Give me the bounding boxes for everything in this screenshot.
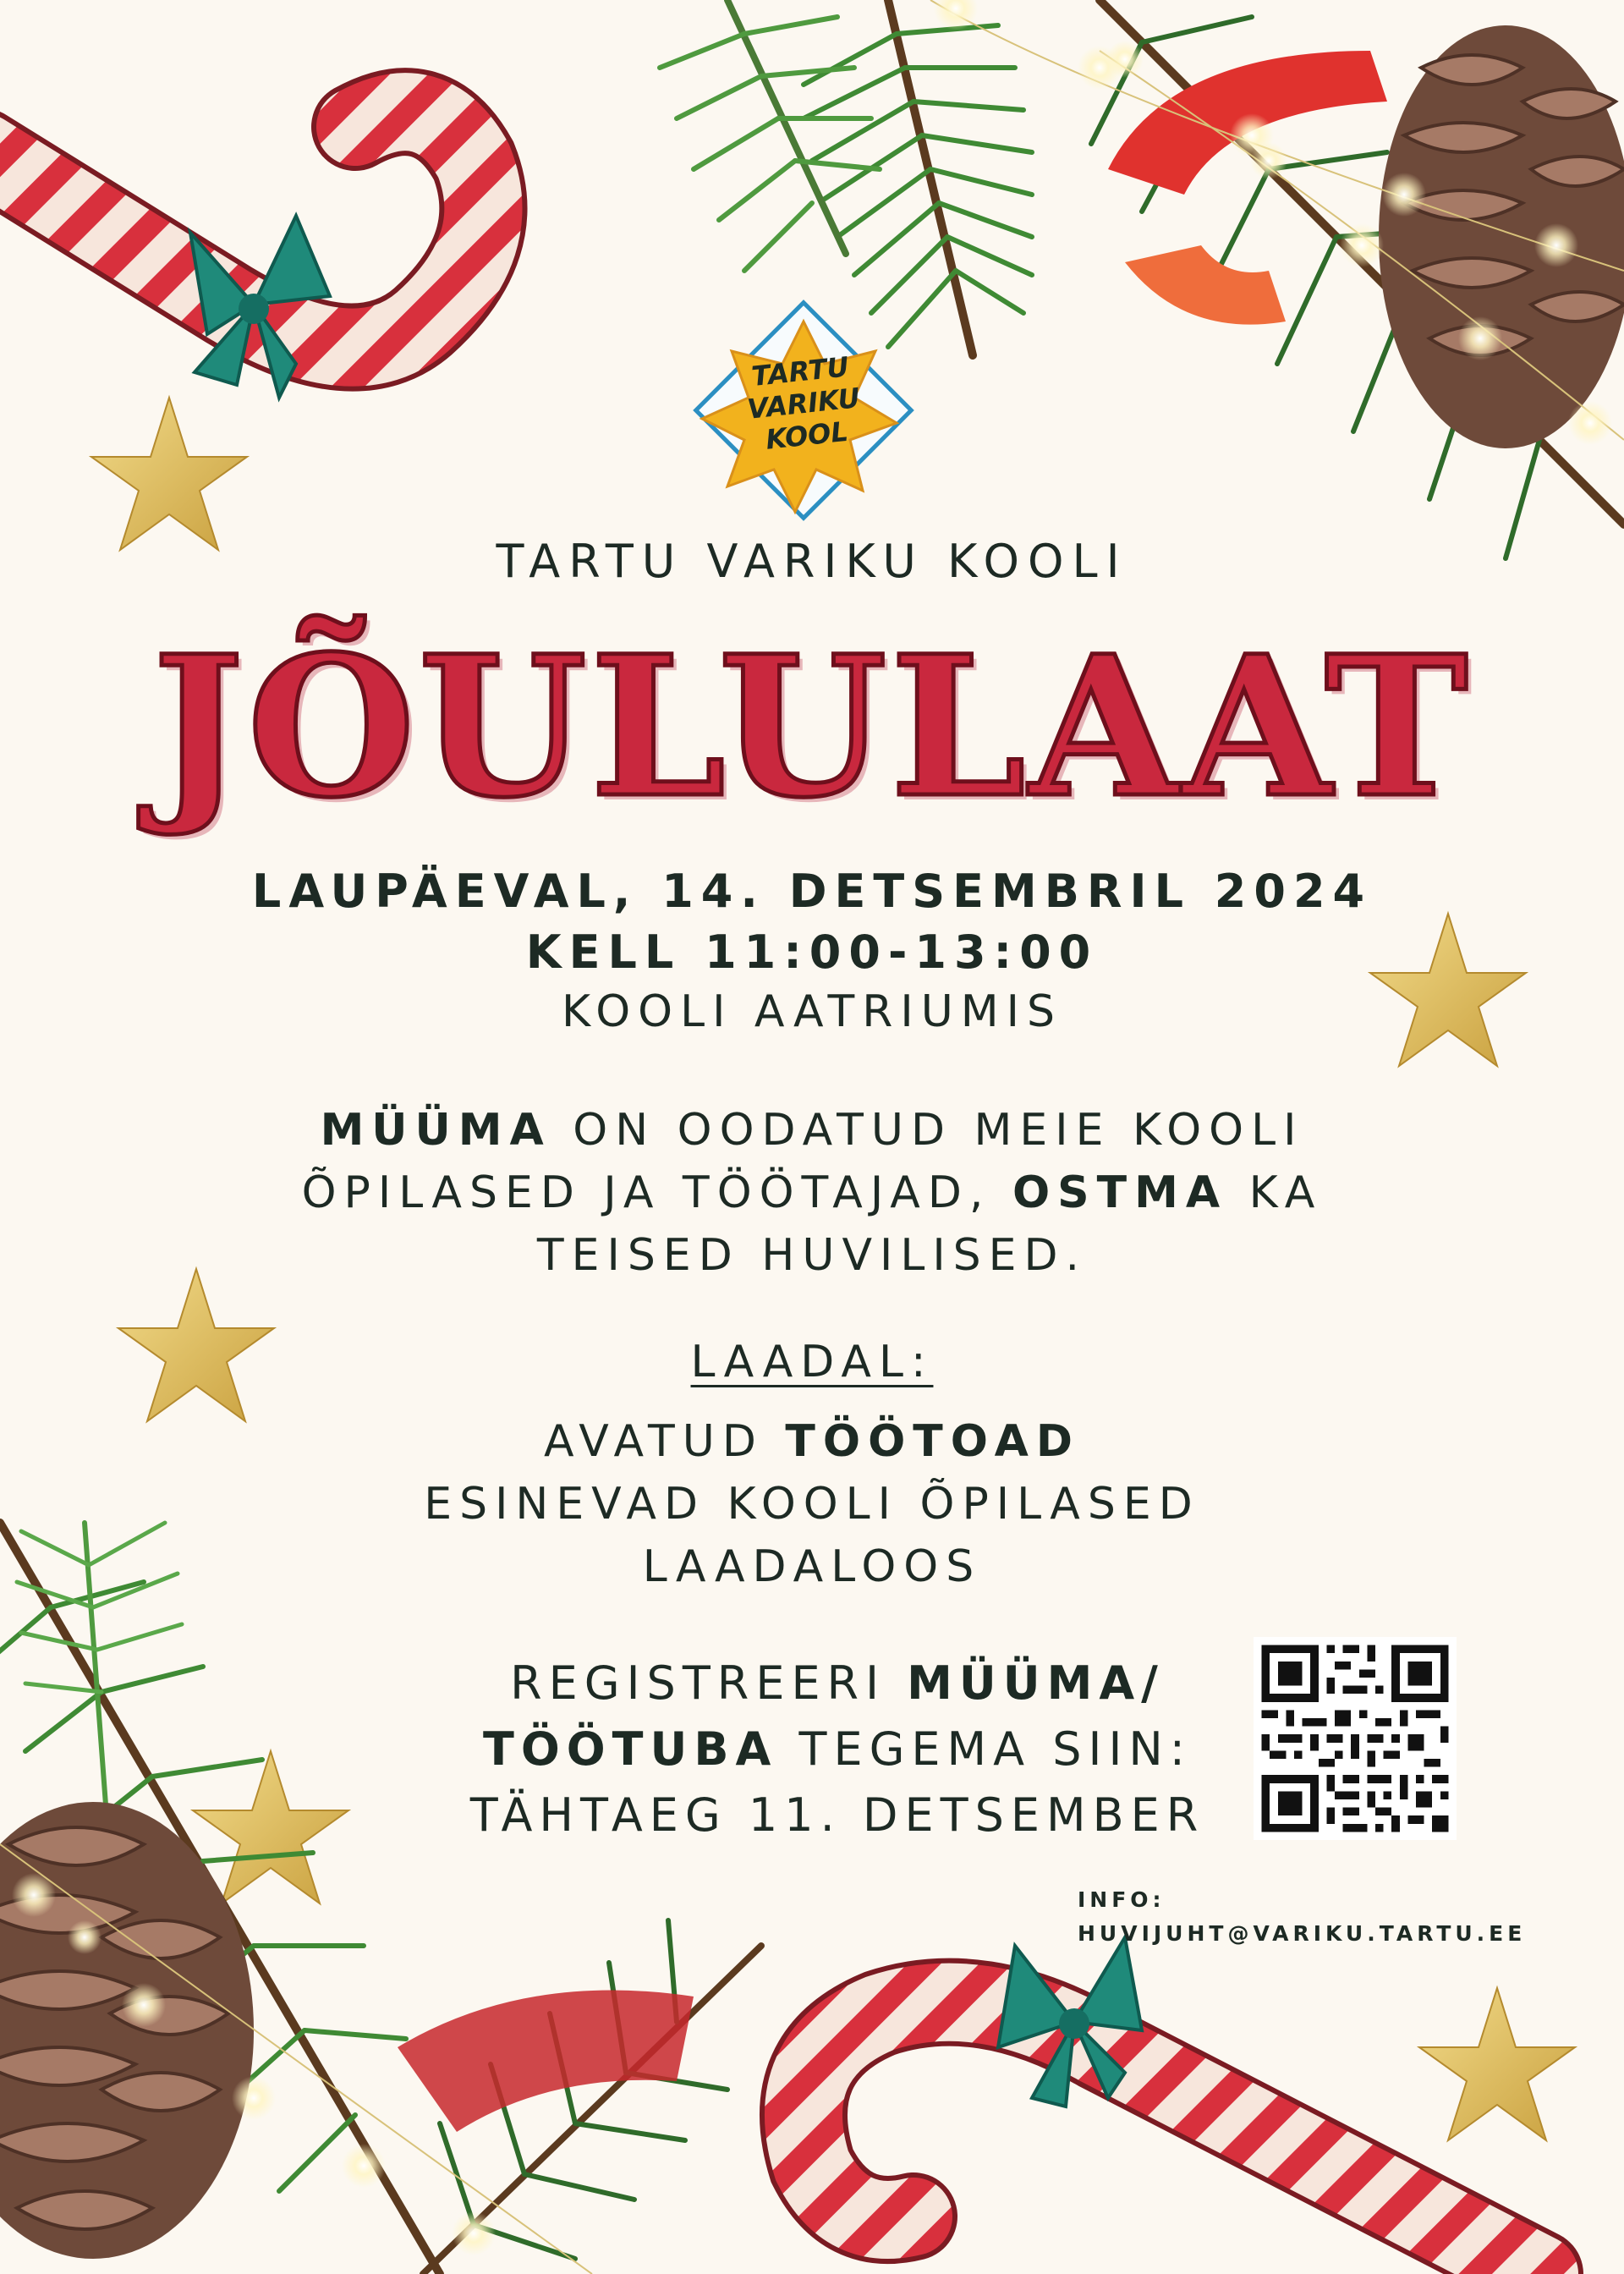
invitation-line-2 (0, 1167, 1624, 1218)
invitation-text: KA (1227, 1167, 1323, 1218)
registration-bold: MÜÜMA/ (907, 1656, 1165, 1710)
logo-text (739, 349, 867, 458)
registration-line-2 (457, 1722, 1218, 1776)
invitation-text: ON OODATUD MEIE KOOLI (551, 1105, 1304, 1156)
star-icon (91, 398, 247, 550)
program-item-2: ESINEVAD KOOLI ÕPILASED (424, 1479, 1200, 1530)
logo-line: VARIKU (745, 382, 862, 426)
program-item-3: LAADALOOS (642, 1541, 982, 1592)
contact-label: INFO: (1078, 1887, 1166, 1912)
subtitle: TARTU VARIKU KOOLI (496, 535, 1128, 588)
registration-deadline: TÄHTAEG 11. DETSEMBER (469, 1788, 1205, 1842)
pine-cone-top-right-icon (1379, 25, 1624, 448)
star-icon (1419, 1988, 1575, 2140)
event-time: KELL 11:00-13:00 (525, 926, 1099, 979)
program-bold: TÖÖTOAD (785, 1416, 1080, 1467)
registration-bold: TÖÖTUBA (483, 1722, 778, 1776)
registration-text: REGISTREERI (510, 1656, 908, 1710)
qr-code-icon[interactable] (1254, 1637, 1457, 1840)
program-text: AVATUD (544, 1416, 786, 1467)
invitation-bold: OSTMA (1012, 1167, 1228, 1218)
invitation-bold: MÜÜMA (320, 1105, 551, 1156)
ribbon-top-right-icon (1108, 51, 1387, 325)
logo-line: KOOL (764, 415, 850, 456)
contact-email[interactable]: HUVIJUHT@VARIKU.TARTU.EE (1078, 1921, 1527, 1946)
invitation-text: ÕPILASED JA TÖÖTAJAD, (301, 1167, 1012, 1218)
event-place: KOOLI AATRIUMIS (561, 986, 1062, 1037)
candy-cane-top-left-icon (0, 112, 483, 398)
logo-line: TARTU (749, 350, 851, 393)
invitation-line-3: TEISED HUVILISED. (536, 1230, 1088, 1281)
program-heading (0, 1337, 1624, 1387)
program-heading-text: LAADAL: (690, 1337, 934, 1387)
registration-line-1 (457, 1656, 1218, 1710)
registration-text: TEGEMA SIIN: (777, 1722, 1192, 1776)
pine-cone-bottom-left-icon (0, 1802, 254, 2259)
star-icon (193, 1751, 348, 1903)
event-date: LAUPÄEVAL, 14. DETSEMBRIL 2024 (251, 865, 1373, 918)
contact-info (1078, 1883, 1526, 1951)
ribbon-bottom-icon (398, 1991, 694, 2133)
candy-cane-bottom-right-icon (804, 1937, 1539, 2274)
page-title: JÕULULAAT (152, 613, 1472, 840)
program-item-1 (0, 1416, 1624, 1467)
invitation-line-1 (0, 1105, 1624, 1156)
